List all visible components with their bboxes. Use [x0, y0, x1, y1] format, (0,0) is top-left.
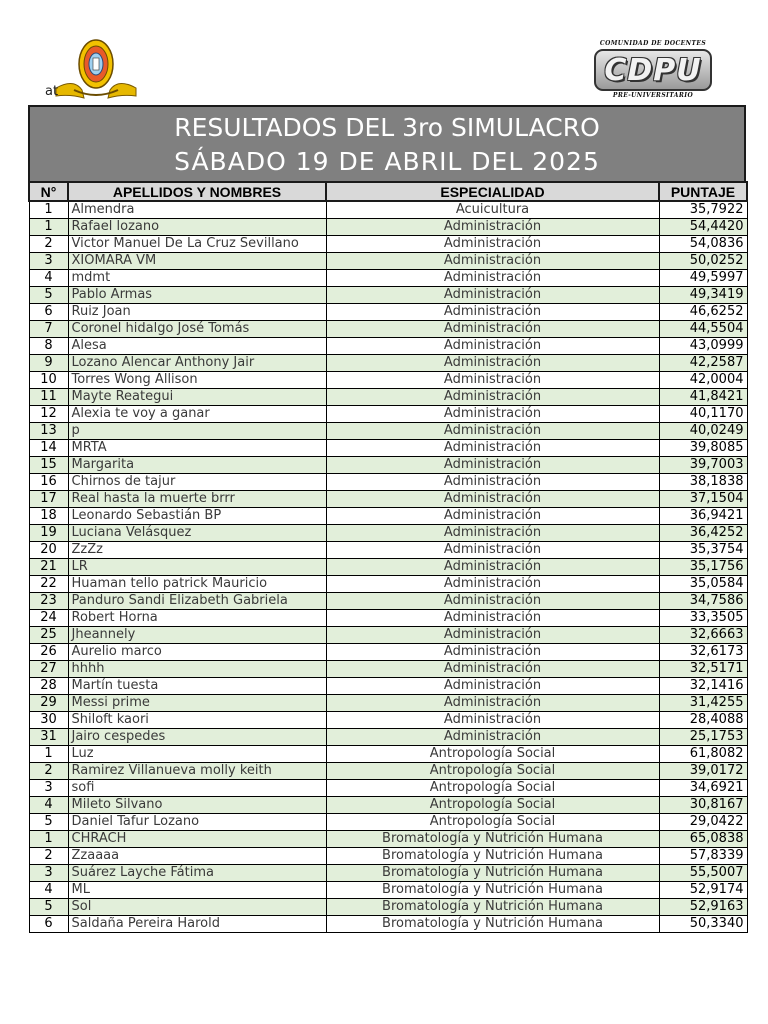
- row-score: 65,0838: [659, 831, 747, 848]
- row-name: Ruiz Joan: [68, 304, 326, 321]
- row-name: Shiloft kaori: [68, 712, 326, 729]
- row-number: 16: [29, 474, 68, 491]
- logo-bottom-text: PRE-UNIVERSITARIO: [612, 92, 694, 99]
- table-row: [29, 882, 747, 899]
- table-row: [29, 201, 747, 219]
- row-number: 4: [29, 882, 68, 899]
- row-name: Luciana Velásquez: [68, 525, 326, 542]
- row-name: Coronel hidalgo José Tomás: [68, 321, 326, 338]
- row-score: 36,4252: [659, 525, 747, 542]
- row-specialty: Administración: [326, 542, 659, 559]
- row-score: 40,1170: [659, 406, 747, 423]
- row-number: 2: [29, 848, 68, 865]
- row-number: 10: [29, 372, 68, 389]
- table-row: [29, 321, 747, 338]
- table-row: [29, 797, 747, 814]
- row-score: 57,8339: [659, 848, 747, 865]
- row-name: Alesa: [68, 338, 326, 355]
- row-number: 14: [29, 440, 68, 457]
- row-score: 42,2587: [659, 355, 747, 372]
- row-name: Chirnos de tajur: [68, 474, 326, 491]
- row-name: MRTA: [68, 440, 326, 457]
- row-number: 31: [29, 729, 68, 746]
- row-name: mdmt: [68, 270, 326, 287]
- row-score: 39,7003: [659, 457, 747, 474]
- table-row: [29, 457, 747, 474]
- row-name: Robert Horna: [68, 610, 326, 627]
- row-specialty: Administración: [326, 355, 659, 372]
- row-number: 5: [29, 287, 68, 304]
- row-specialty: Administración: [326, 389, 659, 406]
- table-row: [29, 848, 747, 865]
- row-specialty: Administración: [326, 508, 659, 525]
- row-score: 52,9163: [659, 899, 747, 916]
- row-number: 7: [29, 321, 68, 338]
- row-number: 6: [29, 916, 68, 933]
- row-specialty: Administración: [326, 474, 659, 491]
- row-number: 3: [29, 253, 68, 270]
- row-score: 52,9174: [659, 882, 747, 899]
- table-row: [29, 831, 747, 848]
- table-row: [29, 372, 747, 389]
- row-name: Mayte Reategui: [68, 389, 326, 406]
- row-name: CHRACH: [68, 831, 326, 848]
- row-name: Panduro Sandi Elizabeth Gabriela: [68, 593, 326, 610]
- row-name: Real hasta la muerte brrr: [68, 491, 326, 508]
- row-number: 24: [29, 610, 68, 627]
- table-row: [29, 661, 747, 678]
- row-specialty: Administración: [326, 270, 659, 287]
- row-number: 15: [29, 457, 68, 474]
- row-number: 1: [29, 746, 68, 763]
- page-date: SÁBADO 19 DE ABRIL DEL 2025: [174, 147, 600, 176]
- row-score: 39,8085: [659, 440, 747, 457]
- row-score: 43,0999: [659, 338, 747, 355]
- table-row: [29, 763, 747, 780]
- row-score: 54,0836: [659, 236, 747, 253]
- row-specialty: Administración: [326, 661, 659, 678]
- row-number: 26: [29, 644, 68, 661]
- table-row: [29, 219, 747, 236]
- row-specialty: Administración: [326, 236, 659, 253]
- row-specialty: Bromatología y Nutrición Humana: [326, 882, 659, 899]
- row-specialty: Antropología Social: [326, 746, 659, 763]
- table-row: [29, 542, 747, 559]
- row-number: 1: [29, 201, 68, 219]
- row-name: Daniel Tafur Lozano: [68, 814, 326, 831]
- table-row: [29, 576, 747, 593]
- row-specialty: Administración: [326, 576, 659, 593]
- table-row: [29, 236, 747, 253]
- row-name: hhhh: [68, 661, 326, 678]
- row-score: 28,4088: [659, 712, 747, 729]
- row-score: 35,0584: [659, 576, 747, 593]
- row-specialty: Administración: [326, 287, 659, 304]
- row-score: 33,3505: [659, 610, 747, 627]
- table-row: [29, 338, 747, 355]
- row-score: 34,6921: [659, 780, 747, 797]
- row-score: 32,1416: [659, 678, 747, 695]
- row-name: Torres Wong Allison: [68, 372, 326, 389]
- row-specialty: Administración: [326, 593, 659, 610]
- table-row: [29, 593, 747, 610]
- row-score: 39,0172: [659, 763, 747, 780]
- row-score: 32,6173: [659, 644, 747, 661]
- table-row: [29, 304, 747, 321]
- results-sheet: [28, 105, 746, 933]
- row-name: Zzaaaa: [68, 848, 326, 865]
- row-name: Margarita: [68, 457, 326, 474]
- logo-prefix-text: at: [45, 84, 59, 99]
- row-name: XIOMARA VM: [68, 253, 326, 270]
- row-name: Sol: [68, 899, 326, 916]
- row-specialty: Bromatología y Nutrición Humana: [326, 916, 659, 933]
- table-row: [29, 610, 747, 627]
- row-score: 37,1504: [659, 491, 747, 508]
- table-row: [29, 814, 747, 831]
- row-score: 55,5007: [659, 865, 747, 882]
- row-score: 41,8421: [659, 389, 747, 406]
- row-score: 49,3419: [659, 287, 747, 304]
- table-row: [29, 899, 747, 916]
- table-row: [29, 525, 747, 542]
- table-row: [29, 559, 747, 576]
- row-number: 4: [29, 797, 68, 814]
- row-score: 32,5171: [659, 661, 747, 678]
- row-number: 21: [29, 559, 68, 576]
- row-score: 32,6663: [659, 627, 747, 644]
- title-banner: [28, 105, 746, 181]
- row-name: Almendra: [68, 201, 326, 219]
- row-number: 3: [29, 865, 68, 882]
- table-row: [29, 916, 747, 933]
- row-number: 25: [29, 627, 68, 644]
- row-number: 23: [29, 593, 68, 610]
- row-score: 46,6252: [659, 304, 747, 321]
- table-row: [29, 729, 747, 746]
- row-specialty: Bromatología y Nutrición Humana: [326, 831, 659, 848]
- row-specialty: Administración: [326, 559, 659, 576]
- table-row: [29, 253, 747, 270]
- row-number: 4: [29, 270, 68, 287]
- row-number: 8: [29, 338, 68, 355]
- row-score: 35,7922: [659, 201, 747, 219]
- row-score: 35,3754: [659, 542, 747, 559]
- table-row: [29, 389, 747, 406]
- table-row: [29, 865, 747, 882]
- table-row: [29, 712, 747, 729]
- row-name: Luz: [68, 746, 326, 763]
- row-name: Aurelio marco: [68, 644, 326, 661]
- row-name: Mileto Silvano: [68, 797, 326, 814]
- table-row: [29, 423, 747, 440]
- row-specialty: Administración: [326, 695, 659, 712]
- row-specialty: Administración: [326, 372, 659, 389]
- row-name: Jheannely: [68, 627, 326, 644]
- row-name: Ramirez Villanueva molly keith: [68, 763, 326, 780]
- row-specialty: Administración: [326, 338, 659, 355]
- row-name: Messi prime: [68, 695, 326, 712]
- row-specialty: Bromatología y Nutrición Humana: [326, 899, 659, 916]
- table-row: [29, 355, 747, 372]
- row-number: 29: [29, 695, 68, 712]
- header-name: APELLIDOS Y NOMBRES: [68, 182, 326, 201]
- row-specialty: Antropología Social: [326, 814, 659, 831]
- table-row: [29, 746, 747, 763]
- row-name: Alexia te voy a ganar: [68, 406, 326, 423]
- row-number: 5: [29, 814, 68, 831]
- row-score: 38,1838: [659, 474, 747, 491]
- table-header-row: [29, 182, 747, 201]
- row-specialty: Administración: [326, 406, 659, 423]
- row-specialty: Administración: [326, 253, 659, 270]
- row-score: 25,1753: [659, 729, 747, 746]
- row-specialty: Administración: [326, 491, 659, 508]
- row-specialty: Administración: [326, 219, 659, 236]
- table-row: [29, 508, 747, 525]
- row-score: 50,0252: [659, 253, 747, 270]
- row-name: Suárez Layche Fátima: [68, 865, 326, 882]
- header-specialty: ESPECIALIDAD: [326, 182, 659, 201]
- row-name: Saldaña Pereira Harold: [68, 916, 326, 933]
- row-number: 20: [29, 542, 68, 559]
- table-row: [29, 440, 747, 457]
- row-specialty: Antropología Social: [326, 763, 659, 780]
- row-number: 2: [29, 763, 68, 780]
- results-table: [28, 181, 748, 933]
- row-score: 50,3340: [659, 916, 747, 933]
- row-score: 49,5997: [659, 270, 747, 287]
- row-number: 17: [29, 491, 68, 508]
- table-row: [29, 627, 747, 644]
- table-row: [29, 287, 747, 304]
- row-name: Lozano Alencar Anthony Jair: [68, 355, 326, 372]
- page-title: RESULTADOS DEL 3ro SIMULACRO: [174, 113, 600, 142]
- row-number: 27: [29, 661, 68, 678]
- row-score: 29,0422: [659, 814, 747, 831]
- university-seal-logo: [44, 38, 144, 102]
- row-score: 35,1756: [659, 559, 747, 576]
- logo-brand-text: CDPU: [604, 53, 702, 88]
- row-specialty: Antropología Social: [326, 797, 659, 814]
- row-specialty: Bromatología y Nutrición Humana: [326, 848, 659, 865]
- row-number: 18: [29, 508, 68, 525]
- row-name: Huaman tello patrick Mauricio: [68, 576, 326, 593]
- logo-top-text: COMUNIDAD DE DOCENTES: [599, 40, 707, 47]
- row-specialty: Bromatología y Nutrición Humana: [326, 865, 659, 882]
- row-number: 3: [29, 780, 68, 797]
- row-score: 61,8082: [659, 746, 747, 763]
- row-score: 40,0249: [659, 423, 747, 440]
- row-number: 6: [29, 304, 68, 321]
- table-row: [29, 474, 747, 491]
- row-name: Leonardo Sebastián BP: [68, 508, 326, 525]
- row-specialty: Acuicultura: [326, 201, 659, 219]
- row-specialty: Administración: [326, 644, 659, 661]
- row-specialty: Administración: [326, 525, 659, 542]
- row-name: Rafael lozano: [68, 219, 326, 236]
- row-name: p: [68, 423, 326, 440]
- row-number: 9: [29, 355, 68, 372]
- cdpu-logo: [590, 40, 716, 102]
- row-specialty: Administración: [326, 457, 659, 474]
- row-specialty: Administración: [326, 729, 659, 746]
- row-number: 2: [29, 236, 68, 253]
- table-row: [29, 644, 747, 661]
- row-number: 22: [29, 576, 68, 593]
- row-specialty: Administración: [326, 712, 659, 729]
- row-number: 1: [29, 219, 68, 236]
- row-name: Jairo cespedes: [68, 729, 326, 746]
- header-number: N°: [29, 182, 68, 201]
- row-specialty: Administración: [326, 321, 659, 338]
- row-score: 31,4255: [659, 695, 747, 712]
- seal-emblem-icon: [44, 38, 144, 102]
- row-number: 30: [29, 712, 68, 729]
- row-number: 19: [29, 525, 68, 542]
- row-score: 36,9421: [659, 508, 747, 525]
- row-name: LR: [68, 559, 326, 576]
- table-row: [29, 678, 747, 695]
- table-row: [29, 780, 747, 797]
- row-specialty: Administración: [326, 304, 659, 321]
- row-name: ZzZz: [68, 542, 326, 559]
- row-specialty: Administración: [326, 627, 659, 644]
- row-specialty: Administración: [326, 423, 659, 440]
- row-score: 44,5504: [659, 321, 747, 338]
- row-name: Victor Manuel De La Cruz Sevillano: [68, 236, 326, 253]
- row-specialty: Administración: [326, 440, 659, 457]
- table-row: [29, 695, 747, 712]
- table-row: [29, 270, 747, 287]
- row-name: Pablo Armas: [68, 287, 326, 304]
- row-specialty: Administración: [326, 678, 659, 695]
- table-row: [29, 406, 747, 423]
- row-number: 5: [29, 899, 68, 916]
- row-number: 12: [29, 406, 68, 423]
- row-name: sofi: [68, 780, 326, 797]
- row-number: 13: [29, 423, 68, 440]
- row-score: 42,0004: [659, 372, 747, 389]
- row-name: ML: [68, 882, 326, 899]
- row-specialty: Administración: [326, 610, 659, 627]
- table-row: [29, 491, 747, 508]
- row-score: 34,7586: [659, 593, 747, 610]
- row-name: Martín tuesta: [68, 678, 326, 695]
- row-number: 1: [29, 831, 68, 848]
- row-score: 54,4420: [659, 219, 747, 236]
- row-number: 11: [29, 389, 68, 406]
- row-specialty: Antropología Social: [326, 780, 659, 797]
- row-score: 30,8167: [659, 797, 747, 814]
- logo-badge: [594, 49, 712, 91]
- header-score: PUNTAJE: [659, 182, 747, 201]
- row-number: 28: [29, 678, 68, 695]
